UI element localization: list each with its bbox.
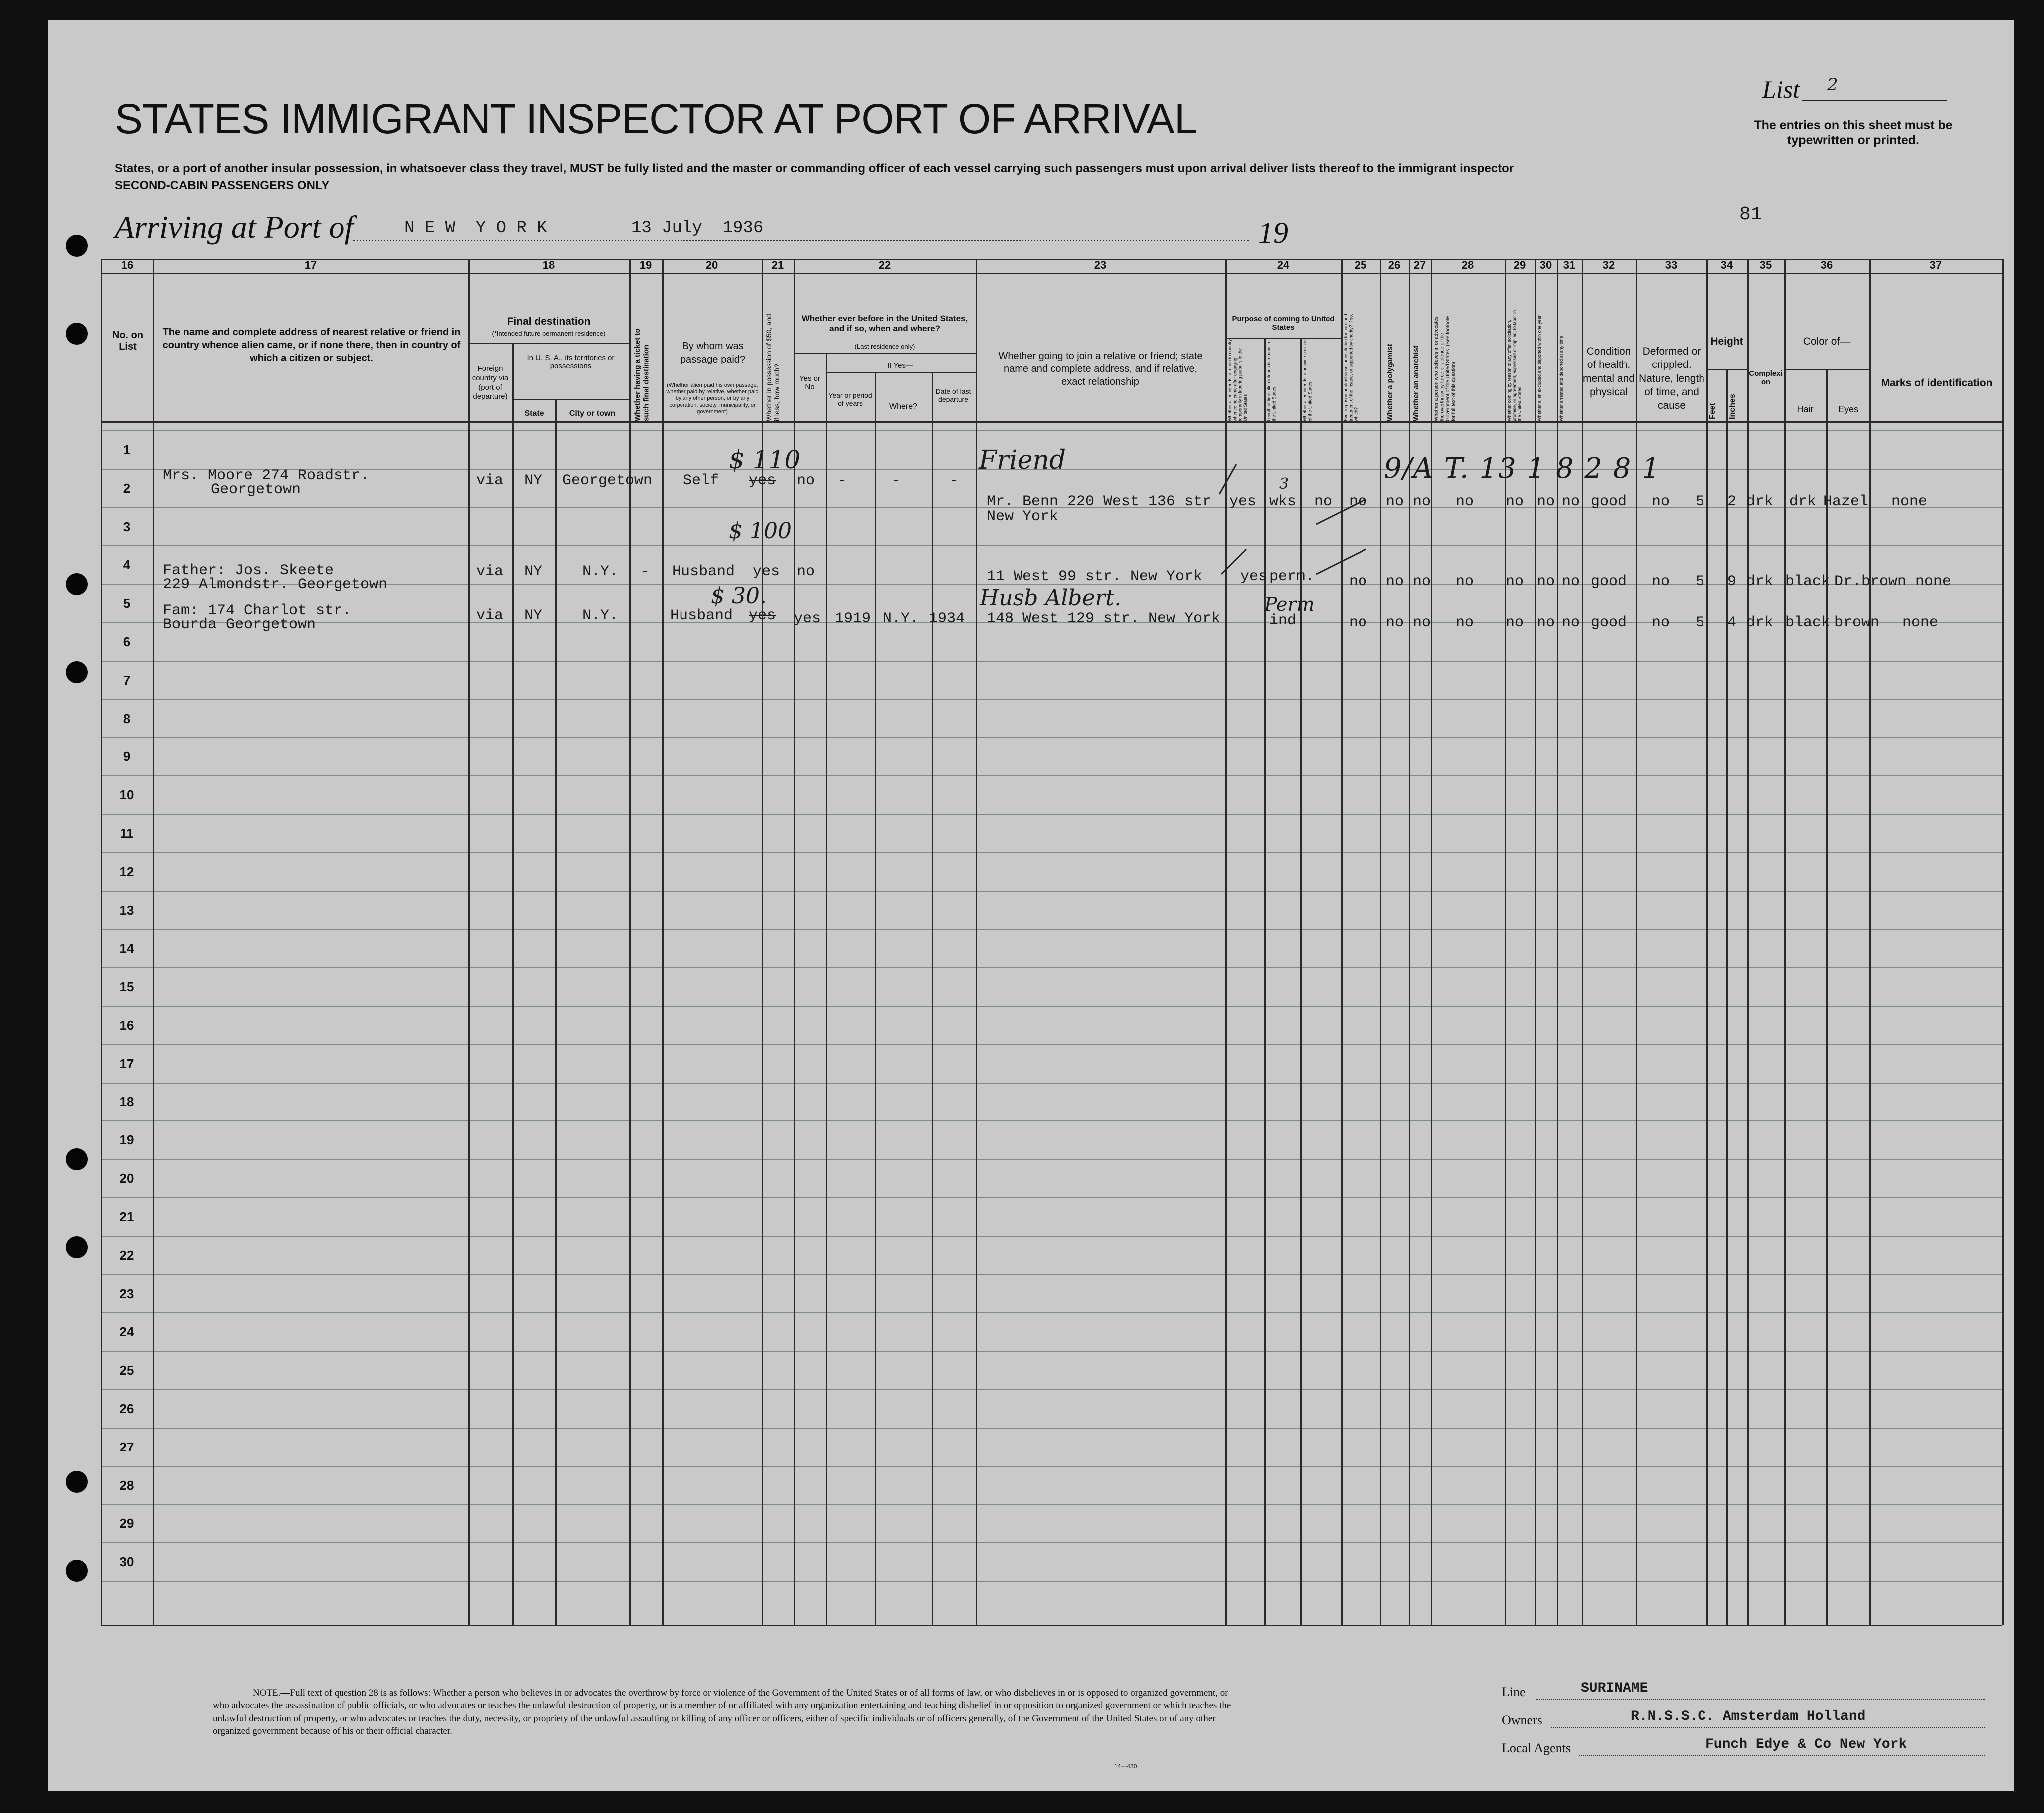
owners-dots [1551, 1727, 1985, 1728]
money: yes [753, 563, 780, 580]
header-feet: Feet [1708, 403, 1717, 419]
header-color-of: Color of— [1803, 336, 1851, 347]
row-number: 2 [123, 481, 131, 496]
row-number: 9 [123, 749, 131, 764]
header-no-on-list: No. on List [112, 330, 144, 352]
arriving-dotted-line [353, 240, 1249, 241]
c26: no [1386, 614, 1404, 631]
row-number: 17 [119, 1056, 134, 1071]
inches: 9 [1727, 573, 1737, 590]
header-health: Condition of health, mental and physical [1583, 346, 1635, 398]
c29: no [1506, 573, 1524, 590]
row-number: 26 [119, 1401, 134, 1416]
punch-hole [66, 323, 88, 345]
header-joining: Whether going to join a relative or friend; state name and complete address, and if relative, exact relationship [998, 351, 1203, 387]
header-col30: Whether alien excluded and deported within one year [1537, 315, 1542, 421]
manifest-sheet [48, 20, 2014, 1791]
owners-value: R.N.S.S.C. Amsterdam Holland [1631, 1709, 1866, 1724]
header-ever-before: Whether ever before in the United States, and if so, when and where? [801, 314, 968, 334]
joining-line2: New York [987, 508, 1059, 525]
colnum: 18 [542, 259, 555, 271]
row-rule [101, 814, 2002, 815]
feet: 5 [1696, 573, 1705, 590]
column-rule [1869, 259, 1871, 1625]
colnum: 23 [1094, 259, 1107, 271]
deformed: no [1652, 614, 1670, 631]
money: yes [749, 472, 776, 489]
date-departure: - [950, 472, 959, 489]
header-col29: Whether coming by reason of any offer, solicitation, promise, or agreement, expressed or implied, to labor in the United States [1507, 310, 1522, 421]
row-rule [101, 1083, 2002, 1084]
line-value: SURINAME [1581, 1681, 1648, 1696]
row-rule [101, 430, 2002, 431]
foreign-via: via [476, 607, 504, 624]
column-rule [512, 343, 514, 1625]
relative-line1: Fam: 174 Charlot str. [163, 602, 352, 619]
row-rule [101, 1159, 2002, 1160]
punch-hole [66, 235, 88, 257]
foreign-via: via [476, 563, 504, 580]
colnum: 24 [1277, 259, 1290, 271]
deformed: no [1652, 493, 1670, 510]
header-if-yes: If Yes— [887, 362, 913, 370]
colnum: 31 [1563, 259, 1576, 271]
column-rule [1826, 369, 1828, 1625]
header-inches: Inches [1728, 394, 1737, 419]
agents-dots [1579, 1755, 1985, 1756]
c25: no [1349, 614, 1367, 631]
row-number: 8 [123, 711, 131, 726]
line-label: Line [1502, 1685, 1526, 1699]
row-number: 30 [119, 1554, 134, 1569]
c28: no [1456, 614, 1474, 631]
column-rule [976, 259, 977, 1625]
row-rule [101, 775, 2002, 776]
date-departure: 1934 [929, 610, 965, 627]
header-purpose-c: Whether alien intends to become a citizen of the United States [1302, 338, 1313, 421]
colnum: 17 [304, 259, 317, 271]
joining-hand: Friend [979, 445, 1066, 475]
colnum: 33 [1665, 259, 1678, 271]
column-rule [629, 259, 631, 1625]
c29: no [1506, 614, 1524, 631]
relative-line1: Father: Jos. Skeete [163, 562, 334, 579]
colnum: 34 [1720, 259, 1733, 271]
year: 1919 [835, 610, 871, 627]
list-underline [1802, 100, 1947, 101]
header-col25: Ever in prison or almshouse, or institution for care and treatment of the insane, or supported by charity? If so, which? [1343, 314, 1359, 421]
header-col31: Whether arrested and deported at any time [1559, 336, 1564, 421]
column-rule [1747, 259, 1749, 1625]
header-complexion: Complexion [1749, 369, 1783, 386]
health: good [1591, 614, 1627, 631]
header-where: Where? [889, 402, 918, 411]
row-number: 25 [119, 1363, 134, 1378]
state: NY [524, 472, 543, 489]
relative-line1: Mrs. Moore 274 Roadstr. [163, 467, 370, 484]
row-number: 29 [119, 1516, 134, 1531]
purpose-c: no [1314, 493, 1333, 510]
column-rule [101, 259, 102, 1625]
row-rule [101, 967, 2002, 968]
colnum: 27 [1413, 259, 1426, 271]
row-rule [101, 891, 2002, 892]
column-rule [875, 372, 876, 1625]
form-number: 14—430 [1114, 1763, 1137, 1770]
colnum: 29 [1513, 259, 1526, 271]
relative-line2: Bourda Georgetown [163, 616, 316, 633]
colnum: 28 [1461, 259, 1474, 271]
row-number: 27 [119, 1440, 134, 1454]
column-rule [932, 372, 933, 1625]
header-date-departure: Date of last departure [935, 387, 971, 403]
row-rule [101, 1044, 2002, 1045]
row-number: 5 [123, 596, 131, 611]
c27: no [1413, 493, 1431, 510]
colnum: 25 [1354, 259, 1367, 271]
c28: no [1456, 493, 1474, 510]
header-height: Height [1710, 336, 1743, 347]
money-hand: $ 30. [711, 583, 767, 609]
year: - [838, 472, 847, 489]
marks: none [1902, 614, 1939, 631]
purpose-a: yes [1229, 493, 1257, 510]
hair: black [1785, 614, 1831, 631]
money: yes [749, 607, 776, 624]
row-number: 11 [120, 826, 134, 841]
ticket: - [640, 563, 650, 580]
column-rule [1726, 369, 1728, 1625]
punch-hole [66, 1471, 88, 1493]
codes-annotation: 9/A T. 13 1 8 2 8 1 [1384, 452, 1661, 485]
year-prefix: 19 [1258, 216, 1288, 249]
row-rule [101, 929, 2002, 930]
header-final-destination: Final destination [507, 316, 591, 327]
punch-hole [66, 1148, 88, 1170]
header-hair: Hair [1797, 404, 1814, 414]
row-number: 20 [119, 1171, 134, 1186]
marks: none [1915, 573, 1952, 590]
row-number: 22 [119, 1248, 134, 1263]
money-hand: $ 100 [729, 518, 792, 544]
header-city: City or town [569, 409, 616, 418]
row-rule [101, 852, 2002, 853]
ever-before: no [797, 563, 815, 580]
joining-line1: 148 West 129 str. New York [987, 610, 1221, 627]
list-number: 2 [1827, 75, 1838, 95]
purpose-b: perm. [1269, 568, 1315, 585]
row-rule [101, 661, 2002, 662]
row-number: 18 [119, 1094, 134, 1109]
header-ticket: Whether having a ticket to such final destination [633, 328, 651, 421]
punch-hole [66, 573, 88, 595]
row-number: 1 [123, 442, 131, 457]
column-rule [1706, 259, 1708, 1625]
punch-hole [66, 1560, 88, 1582]
inches: 4 [1727, 614, 1737, 631]
joining-hand: Husb Albert. [980, 585, 1122, 611]
column-rule [153, 259, 154, 1625]
agents-label: Local Agents [1502, 1741, 1571, 1755]
header-relative: The name and complete address of nearest relative or friend in country whence alien came, or if none there, then in country of which a citizen or subject. [162, 327, 461, 363]
row-rule [101, 1504, 2002, 1505]
row-rule [101, 1351, 2002, 1352]
page-mark: 81 [1739, 204, 1762, 225]
purpose-a: yes [1240, 568, 1268, 585]
colnum: 32 [1602, 259, 1615, 271]
row-number: 15 [119, 979, 134, 994]
header-col26: Whether a polygamist [1386, 344, 1394, 421]
c30: no [1537, 614, 1555, 631]
owners-label: Owners [1502, 1713, 1542, 1727]
header-purpose-a: Whether alien intends to return to country whence he came after engaging temporarily in laboring pursuits in the United States [1227, 339, 1248, 421]
header-col27: Whether an anarchist [1412, 345, 1420, 421]
agents-value: Funch Edye & Co New York [1705, 1737, 1907, 1752]
purpose-b-hand: Perm [1264, 593, 1315, 615]
arrival-date: 13 July 1936 [631, 219, 764, 238]
purpose-b: ind. [1269, 612, 1306, 629]
row-number: 13 [119, 903, 134, 918]
row-rule [101, 545, 2002, 546]
header-col28: Whether a person who believes in or advocates the overthrow by force or violence of the Government of the United States. (See footnote for full text of this question) [1434, 316, 1457, 421]
colnum: 26 [1388, 259, 1401, 271]
relative-line2: Georgetown [211, 481, 301, 498]
health: good [1591, 493, 1627, 510]
port-value: N E W Y O R K [404, 219, 547, 238]
health: good [1591, 573, 1627, 590]
row-number: 4 [123, 557, 131, 572]
relative-line2: 229 Almondstr. Georgetown [163, 576, 388, 593]
colnum: 21 [771, 259, 784, 271]
form-title: STATES IMMIGRANT INSPECTOR AT PORT OF ARRIVAL [115, 95, 1197, 142]
feet: 5 [1696, 614, 1705, 631]
row-number: 3 [123, 519, 131, 534]
deformed: no [1652, 573, 1670, 590]
c26: no [1386, 493, 1404, 510]
row-rule [101, 1581, 2002, 1582]
punch-hole [66, 1236, 88, 1258]
colnum: 36 [1820, 259, 1833, 271]
table-bottom-border [101, 1625, 2002, 1626]
complexion: drk [1746, 614, 1774, 631]
c30: no [1537, 493, 1555, 510]
row-rule [101, 1428, 2002, 1429]
row-rule [101, 1006, 2002, 1007]
paid-by: Self [683, 472, 719, 489]
row-number: 24 [119, 1324, 134, 1339]
purpose-b-hand: 3 [1279, 475, 1289, 493]
row-number: 10 [119, 787, 134, 802]
money-hand: $ 110 [729, 445, 801, 474]
complexion: drk [1746, 493, 1774, 510]
entries-note: The entries on this sheet must be typewritten or printed. [1754, 118, 1953, 147]
c31: no [1562, 614, 1580, 631]
subheader-rule [826, 372, 976, 373]
subheader-rule [1784, 369, 1869, 370]
subheader-rule [468, 343, 629, 344]
form-subtitle-2: SECOND-CABIN PASSENGERS ONLY [115, 179, 330, 192]
c28: no [1456, 573, 1474, 590]
subheader-rule [794, 353, 976, 354]
header-last-residence: (Last residence only) [854, 343, 915, 350]
ever-before: no [797, 472, 815, 489]
c26: no [1386, 573, 1404, 590]
row-number: 7 [123, 673, 131, 688]
line-dots [1536, 1699, 1985, 1700]
column-rule [2002, 259, 2004, 1625]
row-rule [101, 1312, 2002, 1313]
column-rule [1784, 259, 1786, 1625]
feet: 5 [1696, 493, 1705, 510]
row-rule [101, 699, 2002, 700]
c27: no [1413, 614, 1431, 631]
c30: no [1537, 573, 1555, 590]
row-rule [101, 1274, 2002, 1275]
header-eyes: Eyes [1838, 404, 1859, 414]
complexion: drk [1746, 573, 1774, 590]
header-year-period: Year or period of years [828, 391, 872, 407]
c27: no [1413, 573, 1431, 590]
inches: 2 [1727, 493, 1737, 510]
c31: no [1562, 493, 1580, 510]
ever-before: yes [794, 610, 821, 627]
row-rule [101, 1120, 2002, 1121]
where: N.Y. [883, 610, 919, 627]
joining-line1: Mr. Benn 220 West 136 str [987, 493, 1212, 510]
colnum: 16 [121, 259, 134, 271]
row-number: 19 [119, 1132, 134, 1147]
header-yes-or-no: Yes or No [799, 374, 820, 391]
header-possession: Whether in possession of $50, and if less, how much? [765, 314, 781, 421]
purpose-b: wks [1269, 493, 1297, 510]
colnum: 30 [1539, 259, 1552, 271]
header-marks: Marks of identification [1881, 377, 1993, 389]
form-subtitle-1: States, or a port of another insular possession, in whatsoever class they travel, MUST be fully listed and the master or commanding officer of each vessel carrying such passengers must upon arrival deliver lists thereof to the immigrant inspector [115, 162, 1514, 175]
subheader-rule [512, 399, 629, 400]
row-rule [101, 737, 2002, 738]
c25: no [1349, 573, 1367, 590]
header-by-whom: By whom was passage paid? [680, 341, 746, 365]
table-colnum-border [101, 273, 2002, 274]
joining-line1: 11 West 99 str. New York [987, 568, 1203, 585]
colnum: 22 [878, 259, 891, 271]
state: NY [524, 563, 543, 580]
row-number: 16 [119, 1018, 134, 1033]
marks: none [1891, 493, 1928, 510]
city: Georgetown [562, 472, 653, 489]
column-rule [555, 399, 557, 1625]
punch-hole [66, 661, 88, 683]
paid-by: Husband [672, 563, 735, 580]
pen-strokes [1216, 449, 1416, 614]
header-in-usa: In U. S. A., its territories or possessions [527, 354, 615, 370]
header-purpose: Purpose of coming to United States [1232, 315, 1335, 332]
city: N.Y. [582, 607, 619, 624]
row-number: 6 [123, 634, 131, 649]
table-header-border [101, 421, 2002, 423]
row-rule [101, 1542, 2002, 1543]
foreign-via: via [476, 472, 504, 489]
header-deformed: Deformed or crippled. Nature, length of time, and cause [1639, 346, 1704, 412]
city: N.Y. [582, 563, 619, 580]
row-rule [101, 1197, 2002, 1198]
row-number: 14 [119, 941, 134, 956]
where: - [892, 472, 901, 489]
eyes: Dr.brown [1834, 573, 1907, 590]
row-rule [101, 1466, 2002, 1467]
list-label: List [1762, 75, 1800, 103]
c29: no [1506, 493, 1524, 510]
colnum: 19 [639, 259, 652, 271]
column-rule [826, 353, 827, 1625]
row-number: 28 [119, 1478, 134, 1493]
hair: black [1785, 573, 1831, 590]
row-rule [101, 1389, 2002, 1390]
row-rule [101, 1236, 2002, 1237]
footer-note: NOTE.—Full text of question 28 is as follows: Whether a person who believes in or advocates the overthrow by force or violence of the Government of the United States or of all forms of law, or who disbelieves in or is opposed to organized government, or who advocates the assassination of public officials, or who advocates or teaches the unlawful destruction of property, or is a member of or affiliated with any organization entertaining and teaching disbelief in or opposition to organized government or which teaches the unlawful destruction of property, or who advocates or teaches the duty, necessity, or propriety of the unlawful assaulting or killing of any officer or officers, either of specific individuals or of officers generally, of the Government of the United States or of any other organized government because of his or their official character. [213, 1688, 1231, 1736]
paid-by: Husband [670, 607, 733, 624]
eyes: brown [1834, 614, 1880, 631]
column-rule [468, 259, 470, 1625]
colnum: 35 [1759, 259, 1772, 271]
eyes: Hazel [1823, 493, 1869, 510]
hair: drk [1789, 493, 1817, 510]
header-purpose-b: Length of time alien intends to remain in the United States [1266, 342, 1277, 421]
header-by-whom-note: (Whether alien paid his own passage, whether paid by relative, whether paid by any other person, or by any corporation, society, municipality, or government) [666, 382, 759, 415]
colnum: 37 [1929, 259, 1942, 271]
state: NY [524, 607, 543, 624]
row-number: 21 [119, 1209, 134, 1224]
c25: no [1349, 493, 1367, 510]
header-state: State [524, 409, 544, 418]
header-foreign-country: Foreign country via (port of departure) [472, 364, 509, 401]
arriving-label: Arriving at Port of [115, 209, 354, 245]
column-rule [662, 259, 664, 1625]
c31: no [1562, 573, 1580, 590]
row-number: 23 [119, 1286, 134, 1301]
row-number: 12 [119, 864, 134, 879]
colnum: 20 [705, 259, 718, 271]
header-final-destination-note: (*Intended future permanent residence) [492, 330, 606, 337]
